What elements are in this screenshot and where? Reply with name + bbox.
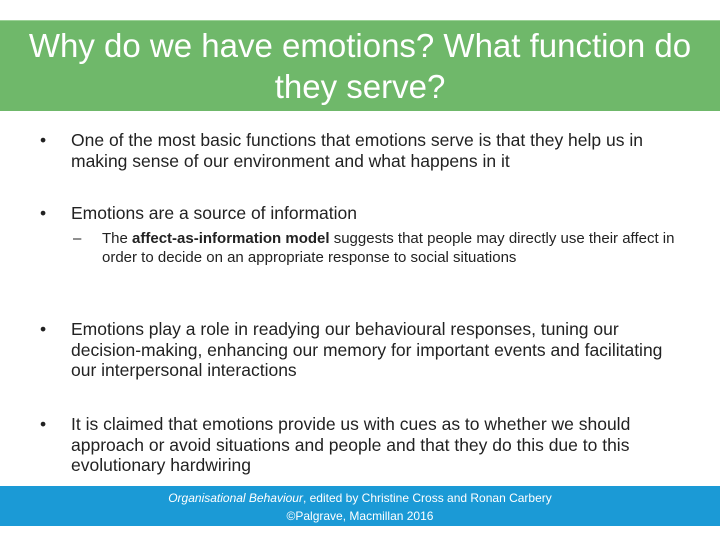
bullet-dot: • <box>40 414 47 434</box>
bullet-dot: • <box>40 130 47 150</box>
footer-bar <box>0 486 720 526</box>
sub-bullet-bold-term: affect-as-information model <box>132 230 330 247</box>
slide-title: Why do we have emotions? What function do they serve? <box>28 27 692 105</box>
bullet-text: Emotions play a role in readying our behavioural responses, tuning our decision-making, enhancing our memory for important events and facilitating our interpersonal interactions <box>71 319 663 380</box>
sub-bullet-dash: – <box>73 230 82 247</box>
sub-bullet-item <box>73 229 683 267</box>
bullet-item <box>40 319 680 381</box>
title-bar <box>0 20 720 111</box>
sub-bullet-prefix: The <box>102 230 133 247</box>
footer-editors: , edited by Christine Cross and Ronan Carbery <box>302 491 552 505</box>
bullet-text: One of the most basic functions that emotions serve is that they help us in making sense of our environment and what happens in it <box>71 130 643 171</box>
bullet-text: It is claimed that emotions provide us with cues as to whether we should approach or avoid situations and people and that they do this due to this evolutionary hardwiring <box>71 414 631 475</box>
bullet-dot: • <box>40 319 47 339</box>
sub-bullet-text <box>102 229 683 267</box>
footer-citation <box>0 489 720 507</box>
bullet-item <box>40 130 680 171</box>
sub-bullet-suffix: suggests that people may directly use their affect in order to decide on an appropriate response to social situations <box>102 230 675 266</box>
footer-publisher: ©Palgrave, Macmillan 2016 <box>286 509 434 523</box>
bullet-item <box>40 414 680 476</box>
bullet-item <box>40 203 680 224</box>
footer-book-title: Organisational Behaviour <box>168 491 303 505</box>
bullet-dot: • <box>40 203 47 223</box>
bullet-text: Emotions are a source of information <box>71 203 357 223</box>
